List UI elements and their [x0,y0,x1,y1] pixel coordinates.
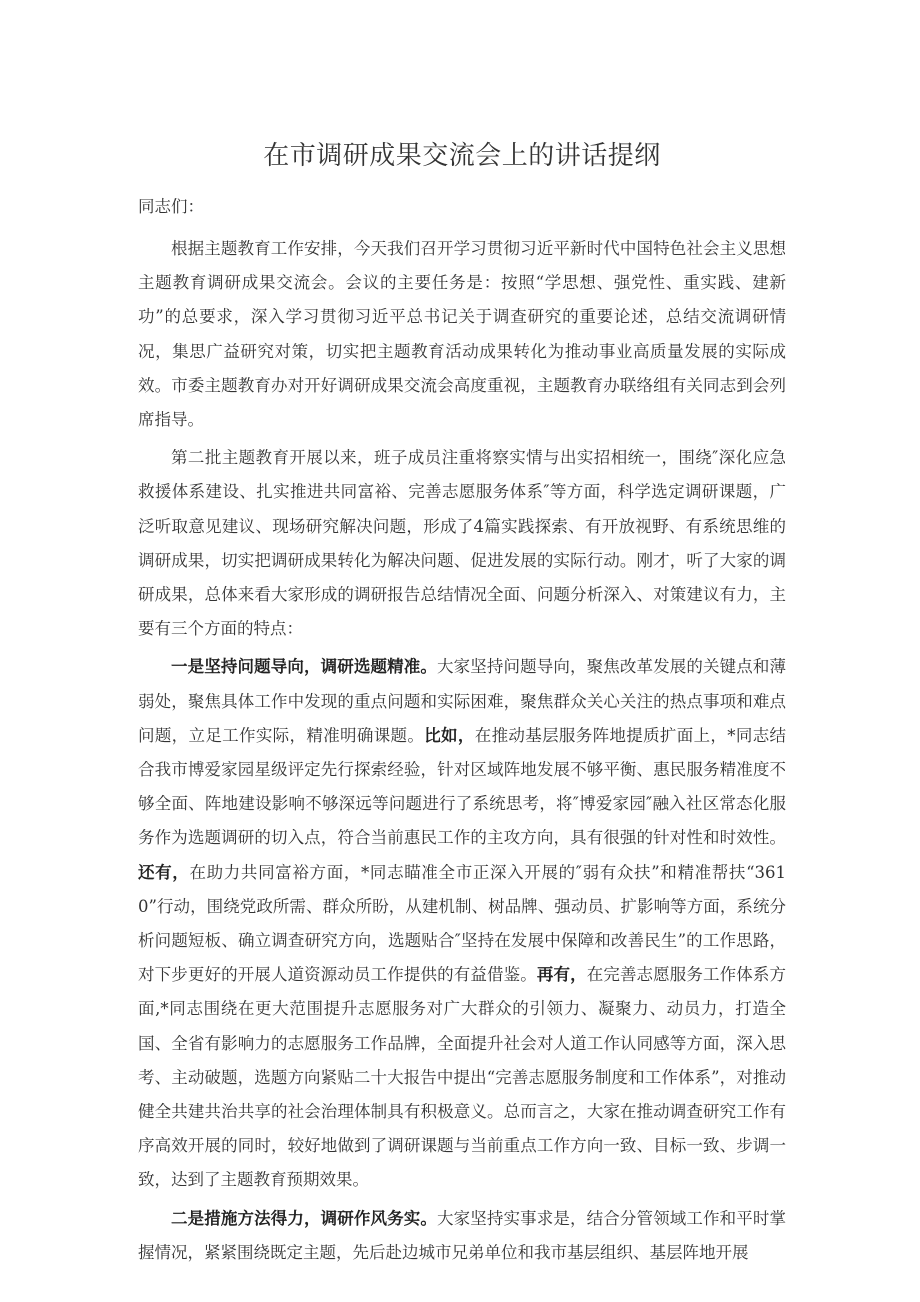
feature-two-heading: 二是措施方法得力，调研作风务实。 [171,1208,437,1228]
paragraph-overview: 第二批主题教育开展以来，班子成员注重将察实情与出实招相统一，围绕″深化应急救援体系建设、扎实推进共同富裕、完善志愿服务体系″等方面，科学选定调研课题，广泛听取意见建议、现场研究解决问题，形成了4篇实践探索、有开放视野、有系统思维的调研成果，切实把调研成果转化为解决问题、促进发展的实际行动。刚才，听了大家的调研成果，总体来看大家形成的调研报告总结情况全面、问题分析深入、对策建议有力，主要有三个方面的特点： [138,448,786,639]
feature-one-text-3: 在助力共同富裕方面，*同志瞄准全市正深入开展的″弱有众扶”和精准帮扶“3610”行动，围绕党政所需、群众所盼，从建机制、树品牌、强动员、扩影响等方面，系统分析问题短板、确立调查研究方向，选题贴合″坚持在发展中保障和改善民生”的工作思路，对下步更好的开展人道资源动员工作提供的有益借鉴。 [138,862,787,985]
paragraph-intro: 根据主题教育工作安排，今天我们召开学习贯彻习近平新时代中国特色社会主义思想主题教育调研成果交流会。会议的主要任务是：按照“学思想、强党性、重实践、建新功”的总要求，深入学习贯彻习近平总书记关于调查研究的重要论述，总结交流调研情况，集思广益研究对策，切实把主题教育活动成果转化为推动事业高质量发展的实际成效。市委主题教育办对开好调研成果交流会高度重视，主题教育办联络组有关同志到会列席指导。 [138,239,786,430]
feature-two-text-1: 大家坚持实事求是，结合分管领域工作和平时掌握情况，紧紧围绕既定主题，先后赴边城市兄弟单位和我市基层组织、基层阵地开展 [138,1208,786,1262]
feature-one-text-4: 在完善志愿服务工作体系方面,*同志围绕在更大范围提升志愿服务对广大群众的引领力、凝聚力、动员力，打造全国、全省有影响力的志愿服务工作品牌，全面提升社会对人道工作认同感等方面，深入思考、主动破题，选题方向紧贴二十大报告中提出“完善志愿服务制度和工作体系”，对推动健全共建共治共享的社会治理体制具有积极意义。总而言之，大家在推动调查研究工作有序高效开展的同时，较好地做到了调研课题与当前重点工作方向一致、目标一致、步调一致，达到了主题教育预期效果。 [138,965,787,1190]
feature-one-keyword-2: 还有， [138,862,190,882]
document-title: 在市调研成果交流会上的讲话提纲 [263,141,661,171]
paragraph-feature-one [138,650,786,1197]
feature-one-keyword-3: 再有， [536,965,587,985]
feature-one-heading: 一是坚持问题导向，调研选题精准。 [171,657,437,677]
feature-one-keyword-1: 比如， [424,725,475,745]
salutation: 同志们： [138,197,204,216]
paragraph-feature-two [138,1202,786,1270]
feature-one-text-1: 大家坚持问题导向，聚焦改革发展的关键点和薄弱处，聚焦具体工作中发现的重点问题和实际困难，聚焦群众关心关注的热点事项和难点问题，立足工作实际，精准明确课题。 [138,657,786,745]
feature-one-text-2: 在推动基层服务阵地提质扩面上，*同志结合我市博爱家园星级评定先行探索经验，针对区域阵地发展不够平衡、惠民服务精准度不够全面、阵地建设影响不够深远等问题进行了系统思考，将″博爱家园″融入社区常态化服务作为选题调研的切入点，符合当前惠民工作的主攻方向，具有很强的针对性和时效性。 [138,725,787,848]
